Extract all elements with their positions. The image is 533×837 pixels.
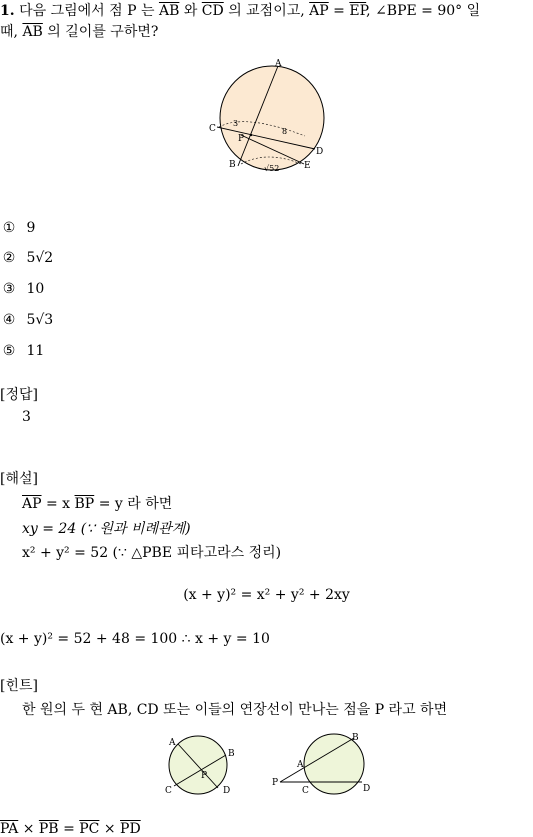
explanation-line-1: $\overline{AP} = x$ $\overline{BP} = y$ 라 하면 <box>22 496 173 512</box>
hint-label: [힌트] <box>0 678 38 694</box>
explanation-line-2: xy = 24 (∵ 원과 비례관계) <box>22 521 191 537</box>
choice-5[interactable]: ⑤ 11 <box>2 343 45 359</box>
fig2-label-b: B <box>228 749 235 759</box>
label-p: P <box>238 134 245 144</box>
label-e: E <box>304 161 311 171</box>
figure-secant-lines <box>268 728 378 798</box>
choice-2[interactable]: ② 5√2 <box>2 250 54 266</box>
label-a: A <box>275 59 282 69</box>
fig3-label-b: B <box>352 733 359 743</box>
fig2-label-a: A <box>169 738 176 748</box>
explanation-line-4: (x + y)² = x² + y² + 2xy <box>183 587 350 603</box>
label-d: D <box>316 147 324 157</box>
problem-number: 1. <box>0 3 15 19</box>
answer-value: 3 <box>22 409 31 425</box>
hint-formula: $\overline{PA} \times \overline{PB} = \overline{PC} \times \overline{PD}$ <box>0 821 141 837</box>
fig3-label-d: D <box>363 784 371 794</box>
answer-label: [정답] <box>0 387 38 403</box>
explanation-label: [해설] <box>0 471 38 487</box>
figure-intersecting-chords <box>160 730 242 798</box>
fig2-label-c: C <box>165 786 172 796</box>
fig3-label-p: P <box>272 778 279 788</box>
length-3: 3 <box>233 119 239 128</box>
label-c: C <box>209 124 216 134</box>
figure-circle-chords <box>205 58 335 176</box>
problem-line-1: 1. 다음 그림에서 점 P 는 $\overline{AB}$ 와 $\overline{CD}$ 의 교점이고, $\overline{AP} = \overline{EP}$, ∠BPE = 90° 일 <box>0 3 481 19</box>
length-sqrt52: √52 <box>264 164 280 173</box>
explanation-line-3: x² + y² = 52 (∵ △PBE 피타고라스 정리) <box>22 545 282 561</box>
explanation-line-5: (x + y)² = 52 + 48 = 100 ∴ x + y = 10 <box>0 631 270 647</box>
fig2-label-p: P <box>201 771 208 781</box>
length-8: 8 <box>282 127 288 136</box>
fig2-label-d: D <box>223 786 231 796</box>
choice-4[interactable]: ④ 5√3 <box>2 312 54 328</box>
choice-1[interactable]: ① 9 <box>2 220 36 236</box>
label-b: B <box>229 160 236 170</box>
hint-text: 한 원의 두 현 AB, CD 또는 이들의 연장선이 만나는 점을 P 라고 하면 <box>22 702 448 718</box>
fig3-label-a: A <box>297 760 304 770</box>
problem-line-2: 때, $\overline{AB}$ 의 길이를 구하면? <box>0 24 159 40</box>
choice-3[interactable]: ③ 10 <box>2 281 45 297</box>
fig3-label-c: C <box>302 786 309 796</box>
